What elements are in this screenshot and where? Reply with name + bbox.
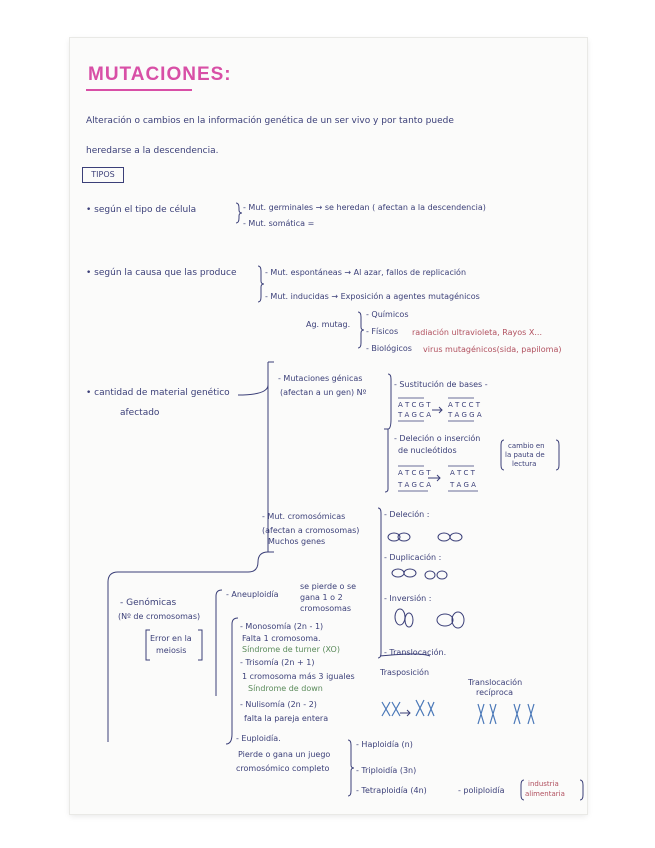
euploidy-detail-2: cromosómico completo xyxy=(236,764,330,773)
by-cell-label: • según el tipo de célula xyxy=(86,205,197,215)
monosomy-label: - Monosomía (2n - 1) xyxy=(240,622,324,631)
translocation-doodles xyxy=(382,700,534,724)
bracket-cause xyxy=(258,266,264,302)
euploidy-detail-1: Pierde o gana un juego xyxy=(238,750,331,759)
definition-line-1: Alteración o cambios en la información genética de un ser vivo y por tanto puede xyxy=(86,116,454,126)
agent-biological-detail: virus mutagénicos(sida, papiloma) xyxy=(423,345,562,354)
spontaneous-mutation: - Mut. espontáneas → Al azar, fallos de replicación xyxy=(265,268,467,277)
bracket-aneuploidy xyxy=(226,618,238,744)
seq2-top-left: A T C G T xyxy=(398,469,431,477)
error-label-1: Error en la xyxy=(150,634,192,643)
genomic-sub: (Nº de cromosomas) xyxy=(118,612,201,621)
deletion-label: - Deleción : xyxy=(384,510,430,519)
substitution-label: - Sustitución de bases - xyxy=(394,380,488,389)
deletion-insertion-label: - Deleción o inserción xyxy=(394,434,481,443)
induced-mutation: - Mut. inducidas → Exposición a agentes mutagénicos xyxy=(265,292,480,301)
somatic-mutation: - Mut. somática = xyxy=(243,219,315,228)
agent-physical: - Físicos xyxy=(366,327,399,336)
bracket-genic xyxy=(384,374,391,492)
frame-note-3: lectura xyxy=(512,460,537,468)
aneuploidy-note-3: cromosomas xyxy=(300,604,352,613)
seq-bottom-right: T A G G A xyxy=(448,411,482,419)
nucleotides-label: de nucleótidos xyxy=(398,446,457,455)
by-cause-label: • según la causa que las produce xyxy=(86,268,237,278)
genic-sub: (afectan a un gen) Nº xyxy=(280,388,367,397)
trisomy-label: - Trisomía (2n + 1) xyxy=(240,658,315,667)
aneuploidy-note-1: se pierde o se xyxy=(300,582,357,591)
agent-physical-detail: radiación ultravioleta, Rayos X... xyxy=(412,328,542,337)
seq2-bottom-right: T A G A xyxy=(450,481,476,489)
aneuploidy-note-2: gana 1 o 2 xyxy=(300,593,343,602)
mutagenic-agents-label: Ag. mutag. xyxy=(306,320,351,329)
page-title: MUTACIONES: xyxy=(88,64,232,85)
seq2-bottom-left: T A G C A xyxy=(398,481,432,489)
by-amount-label-1: • cantidad de material genético xyxy=(86,388,230,398)
chromosomal-title: - Mut. cromosómicas xyxy=(262,512,346,521)
inversion-label: - Inversión : xyxy=(384,594,432,603)
chromosomal-sub-2: Muchos genes xyxy=(268,537,326,546)
transposition-label: Trasposición xyxy=(380,668,430,677)
error-label-2: meiosis xyxy=(156,646,187,655)
nullisomy-detail: falta la pareja entera xyxy=(244,714,329,723)
frame-note-2: la pauta de xyxy=(505,451,545,459)
nullisomy-label: - Nulisomía (2n - 2) xyxy=(240,700,317,709)
genic-title: - Mutaciones génicas xyxy=(278,374,363,383)
polyploidy-note-2: alimentaria xyxy=(525,790,565,798)
chromosomal-sub-1: (afectan a cromosomas) xyxy=(262,526,360,535)
definition-line-2: heredarse a la descendencia. xyxy=(86,146,219,156)
haploidy-label: - Haploidía (n) xyxy=(356,740,413,749)
polyploidy-note-1: industria xyxy=(528,780,559,788)
monosomy-detail-1: Falta 1 cromosoma. xyxy=(242,634,321,643)
chromosome-doodles xyxy=(388,533,464,628)
reciprocal-label-2: recíproca xyxy=(476,688,514,697)
seq2-top-right: A T C T xyxy=(450,469,475,477)
agent-biological: - Biológicos xyxy=(366,344,412,353)
frame-note-1: cambio en xyxy=(508,442,545,450)
reciprocal-label-1: Translocación xyxy=(468,678,523,687)
tetraploidy-label: - Tetraploidía (4n) xyxy=(356,786,427,795)
triploidy-label: - Triploidía (3n) xyxy=(356,766,417,775)
trisomy-detail-2: Síndrome de down xyxy=(248,684,323,693)
monosomy-detail-2: Síndrome de turner (XO) xyxy=(242,645,340,654)
germinal-mutation: - Mut. germinales → se heredan ( afectan a la descendencia) xyxy=(243,203,486,212)
bracket-euploidy xyxy=(348,740,354,796)
title-underline xyxy=(86,89,192,91)
euploidy-label: - Euploidía. xyxy=(236,734,281,743)
seq-bottom-left: T A G C A xyxy=(398,411,432,419)
agent-chemical: - Químicos xyxy=(366,310,409,319)
seq-top-left: A T C G T xyxy=(398,401,431,409)
tipos-label: TIPOS xyxy=(82,167,124,183)
bracket-chromosomal xyxy=(378,508,381,658)
bracket-cell xyxy=(236,203,242,223)
bracket-agents xyxy=(358,312,364,348)
genomic-title: - Genómicas xyxy=(120,598,177,608)
trisomy-detail-1: 1 cromosoma más 3 iguales xyxy=(242,672,355,681)
polyploidy-label: - poliploidía xyxy=(458,786,505,795)
duplication-label: - Duplicación : xyxy=(384,553,442,562)
by-amount-label-2: afectado xyxy=(120,408,160,418)
seq-top-right: A T C C T xyxy=(448,401,481,409)
translocation-label: - Translocación. xyxy=(384,648,447,657)
aneuploidy-label: - Aneuploidía xyxy=(226,590,279,599)
